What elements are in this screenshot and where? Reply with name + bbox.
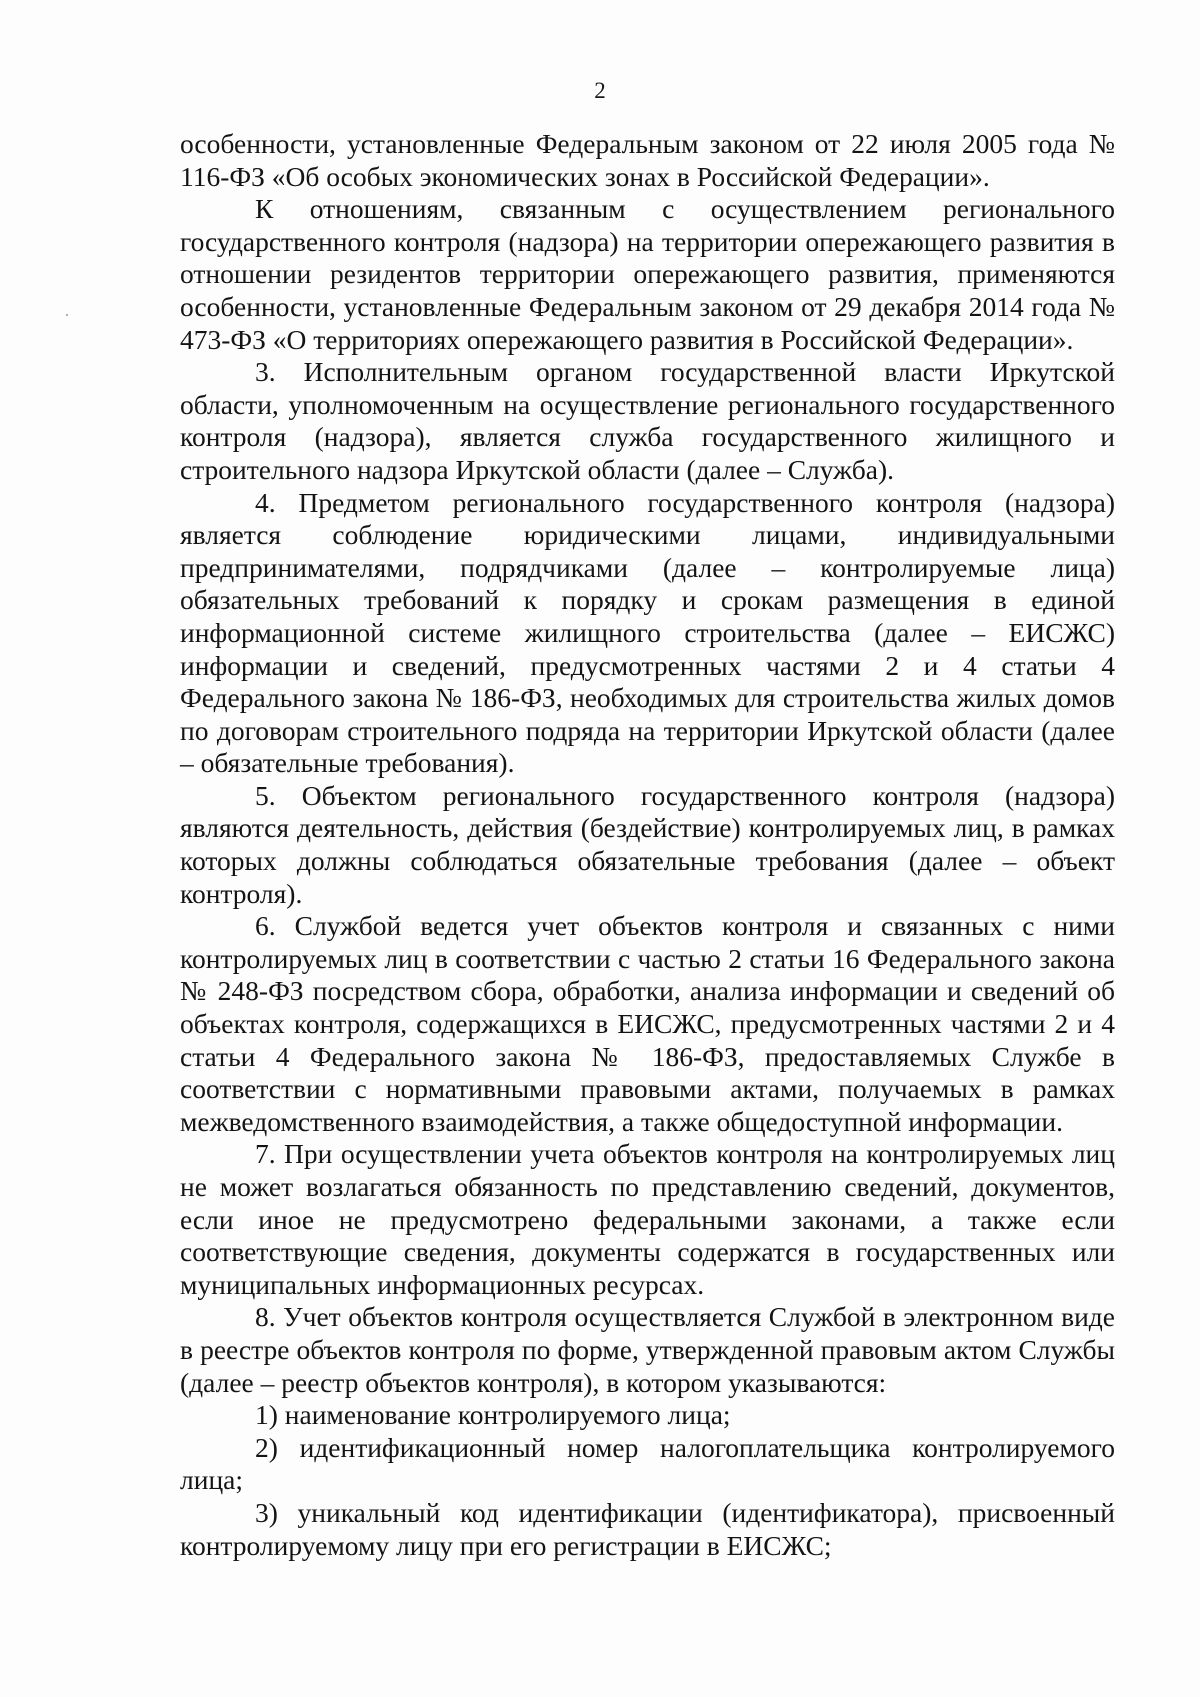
- paragraph-8: 8. Учет объектов контроля осуществляется Службой в электронном виде в реестре объектов контроля по форме, утвержденной правовым актом Службы (далее – реестр объектов контроля), в котором указываются:: [180, 1301, 1115, 1398]
- paragraph-4: 4. Предметом регионального государственного контроля (надзора) является соблюдение юридическими лицами, индивидуальными предпринимателями, подрядчиками (далее – контролируемые лица) обязательных требований к порядку и срокам размещения в единой информационной системе жилищного строительства (далее – ЕИСЖС) информации и сведений, предусмотренных частями 2 и 4 статьи 4 Федерального закона № 186-ФЗ, необходимых для строительства жилых домов по договорам строительного подряда на территории Иркутской области (далее – обязательные требования).: [180, 486, 1115, 779]
- page-number: 2: [594, 78, 606, 103]
- paragraph-advanced-development: К отношениям, связанным с осуществлением регионального государственного контроля (надзора) на территории опережающего развития в отношении резидентов территории опережающего развития, применяются особенности, установленные Федеральным законом от 29 декабря 2014 года № 473-ФЗ «О территориях опережающего развития в Российской Федерации».: [180, 193, 1115, 355]
- list-item-1: 1) наименование контролируемого лица;: [255, 1399, 731, 1431]
- paragraph-6: 6. Службой ведется учет объектов контроля и связанных с ними контролируемых лиц в соответствии с частью 2 статьи 16 Федерального закона № 248-ФЗ посредством сбора, обработки, анализа информации и сведений об объектах контроля, содержащихся в ЕИСЖС, предусмотренных частями 2 и 4 статьи 4 Федерального закона № 186-ФЗ, предоставляемых Службе в соответствии с нормативными правовыми актами, получаемых в рамках межведомственного взаимодействия, а также общедоступной информации.: [180, 910, 1115, 1137]
- paragraph-3: 3. Исполнительным органом государственной власти Иркутской области, уполномоченным на осуществление регионального государственного контроля (надзора), является служба государственного жилищного и строительного надзора Иркутской области (далее – Служба).: [180, 356, 1115, 485]
- paragraph-5: 5. Объектом регионального государственного контроля (надзора) являются деятельность, действия (бездействие) контролируемых лиц, в рамках которых должны соблюдаться обязательные требования (далее – объект контроля).: [180, 779, 1115, 909]
- document-body: [180, 128, 1115, 1562]
- paragraph-7: 7. При осуществлении учета объектов контроля на контролируемых лиц не может возлагаться обязанность по представлению сведений, документов, если иное не предусмотрено федеральными законами, а также если соответствующие сведения, документы содержатся в государственных или муниципальных информационных ресурсах.: [180, 1138, 1115, 1300]
- list-item-2: 2) идентификационный номер налогоплательщика контролируемого лица;: [180, 1431, 1115, 1496]
- scan-speck: [66, 314, 68, 316]
- paragraph-sez-continuation: особенности, установленные Федеральным законом от 22 июля 2005 года № 116-ФЗ «Об особых экономических зонах в Российской Федерации».: [180, 128, 1115, 192]
- list-item-3: 3) уникальный код идентификации (идентификатора), присвоенный контролируемому лицу при его регистрации в ЕИСЖС;: [180, 1496, 1115, 1561]
